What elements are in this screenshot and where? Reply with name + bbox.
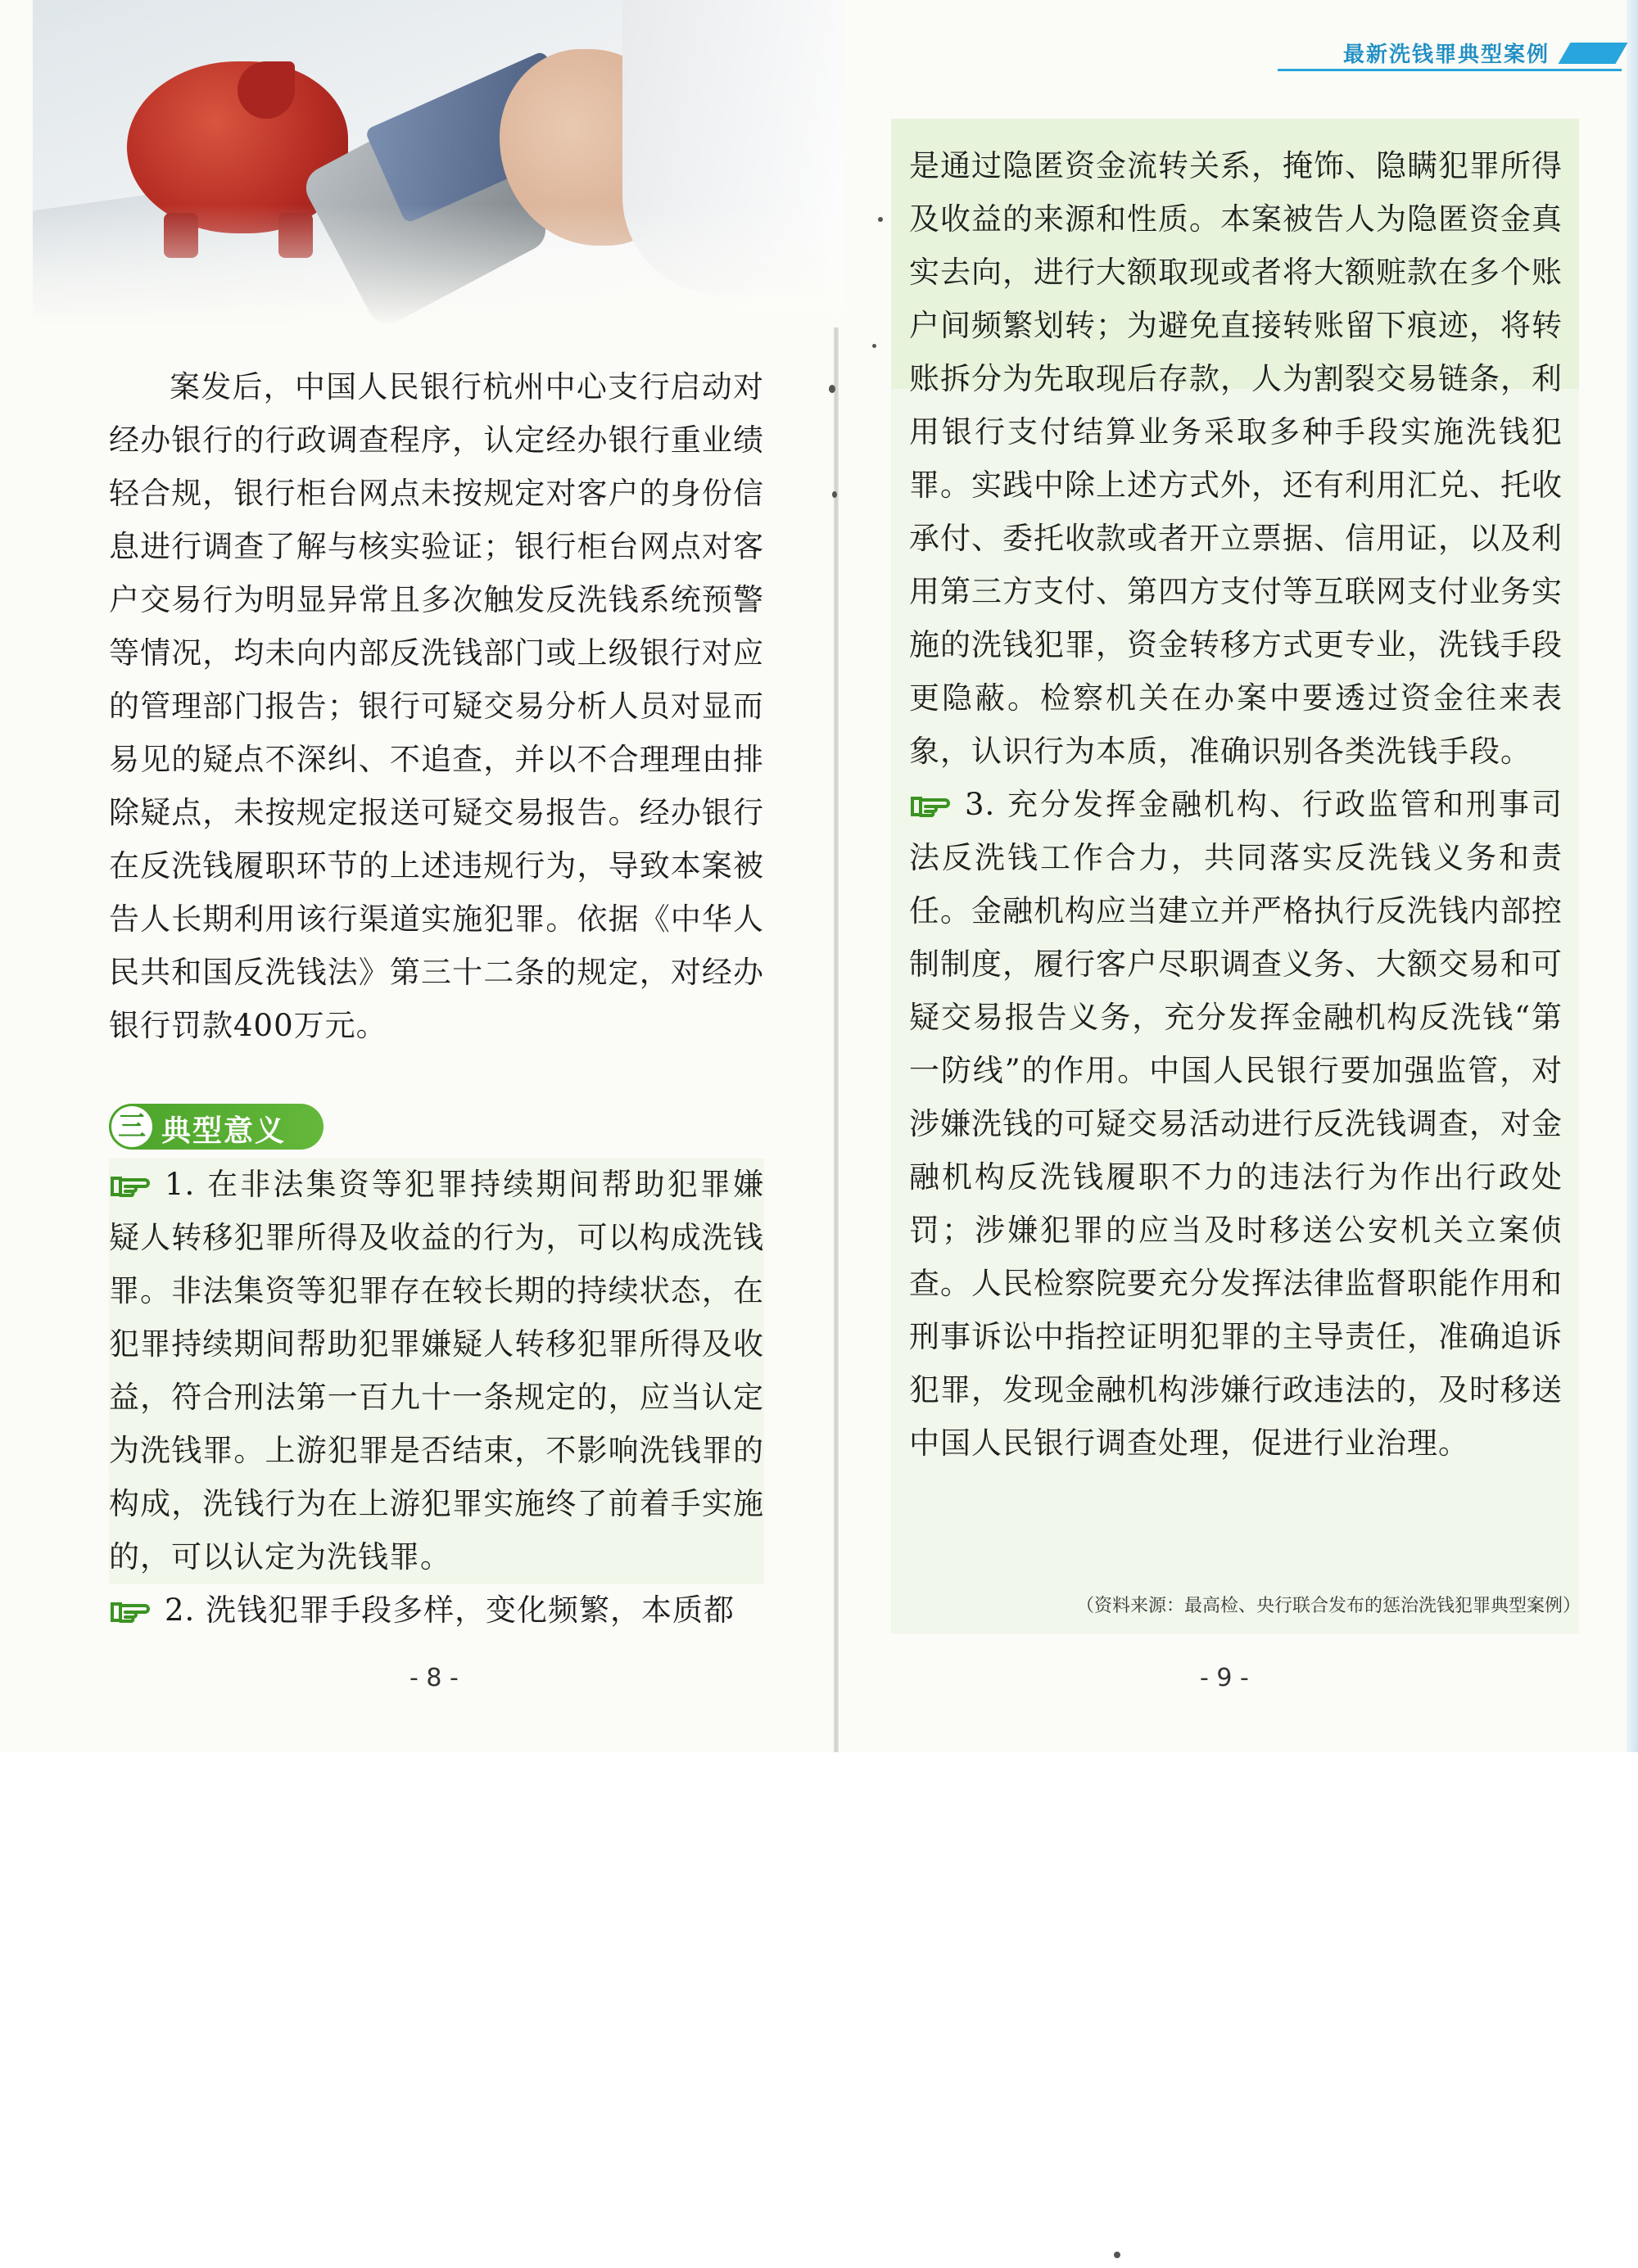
- pointing-hand-icon: [109, 1170, 150, 1198]
- header-rule: [1278, 69, 1622, 71]
- running-header: [1278, 34, 1622, 70]
- left-column-top: [109, 360, 764, 1052]
- point-2-text-continued: 是通过隐匿资金流转关系，掩饰、隐瞒犯罪所得及收益的来源和性质。本案被告人为隐匿资金真实去向，进行大额取现或者将大额赃款在多个账户间频繁划转；为避免直接转账留下痕迹，将转账拆分为先取现后存款，人为割裂交易链条，利用银行支付结算业务采取多种手段实施洗钱犯罪。实践中除上述方式外，还有利用汇兑、托收承付、委托收款或者开立票据、信用证，以及利用第三方支付、第四方支付等互联网支付业务实施的洗钱犯罪，资金转移方式更专业，洗钱手段更隐蔽。检察机关在办案中要透过资金往来表象，认识行为本质，准确识别各类洗钱手段。: [909, 148, 1563, 769]
- scan-speck: [872, 344, 876, 348]
- point-3-text: 3. 充分发挥金融机构、行政监管和刑事司法反洗钱工作合力，共同落实反洗钱义务和责任。金融机构应当建立并严格执行反洗钱内部控制制度，履行客户尽职调查义务、大额交易和可疑交易报告义务，充分发挥金融机构反洗钱“第一防线”的作用。中国人民银行要加强监管，对涉嫌洗钱的可疑交易活动进行反洗钱调查，对金融机构反洗钱履职不力的违法行为作出行政处罚；涉嫌犯罪的应当及时移送公安机关立案侦查。人民检察院要充分发挥法律监督职能作用和刑事诉讼中指控证明犯罪的主导责任，准确追诉犯罪，发现金融机构涉嫌行政违法的，及时移送中国人民银行调查处理，促进行业治理。: [909, 787, 1563, 1461]
- left-column-bottom: [109, 1158, 764, 1637]
- section-number: 三: [111, 1106, 152, 1147]
- header-photo: [33, 0, 844, 328]
- point-paragraph: [109, 1158, 764, 1584]
- point-paragraph: [909, 778, 1563, 1470]
- right-column: [909, 139, 1563, 1470]
- page-edge-stripe: [1627, 0, 1638, 1752]
- point-paragraph: [109, 1584, 764, 1637]
- scan-speck: [878, 217, 883, 222]
- point-2-text-start: 2. 洗钱犯罪手段多样，变化频繁，本质都: [165, 1593, 735, 1628]
- page-number-right: - 9 -: [1200, 1664, 1249, 1692]
- body-paragraph: 案发后，中国人民银行杭州中心支行启动对经办银行的行政调查程序，认定经办银行重业绩轻合规，银行柜台网点未按规定对客户的身份信息进行调查了解与核实验证；银行柜台网点对客户交易行为明显异常且多次触发反洗钱系统预警等情况，均未向内部反洗钱部门或上级银行对应的管理部门报告；银行可疑交易分析人员对显而易见的疑点不深纠、不追查，并以不合理理由排除疑点，未按规定报送可疑交易报告。经办银行在反洗钱履职环节的上述违规行为，导致本案被告人长期利用该行渠道实施犯罪。依据《中华人民共和国反洗钱法》第三十二条的规定，对经办银行罚款400万元。: [109, 369, 764, 1043]
- scan-speck: [829, 385, 835, 393]
- header-stripe-decoration: [1558, 43, 1627, 64]
- pointing-hand-icon: [909, 790, 950, 818]
- point-1-text: 1. 在非法集资等犯罪持续期间帮助犯罪嫌疑人转移犯罪所得及收益的行为，可以构成洗钱罪。非法集资等犯罪存在较长期的持续状态，在犯罪持续期间帮助犯罪嫌疑人转移犯罪所得及收益，符合刑法第一百九十一条规定的，应当认定为洗钱罪。上游犯罪是否结束，不影响洗钱罪的构成，洗钱行为在上游犯罪实施终了前着手实施的，可以认定为洗钱罪。: [109, 1167, 764, 1574]
- page-number-left: - 8 -: [410, 1664, 459, 1692]
- section-title: 典型意义: [161, 1114, 287, 1148]
- running-header-title: 最新洗钱罪典型案例: [1343, 43, 1550, 67]
- scan-speck: [1114, 2252, 1120, 2258]
- source-note: （资料来源：最高检、央行联合发布的惩治洗钱犯罪典型案例）: [1075, 1596, 1581, 1616]
- piggy-bank-ear: [238, 61, 295, 119]
- scan-speck: [832, 491, 837, 498]
- photo-fade: [33, 205, 844, 328]
- pointing-hand-icon: [109, 1596, 150, 1624]
- section-heading: [109, 1104, 324, 1150]
